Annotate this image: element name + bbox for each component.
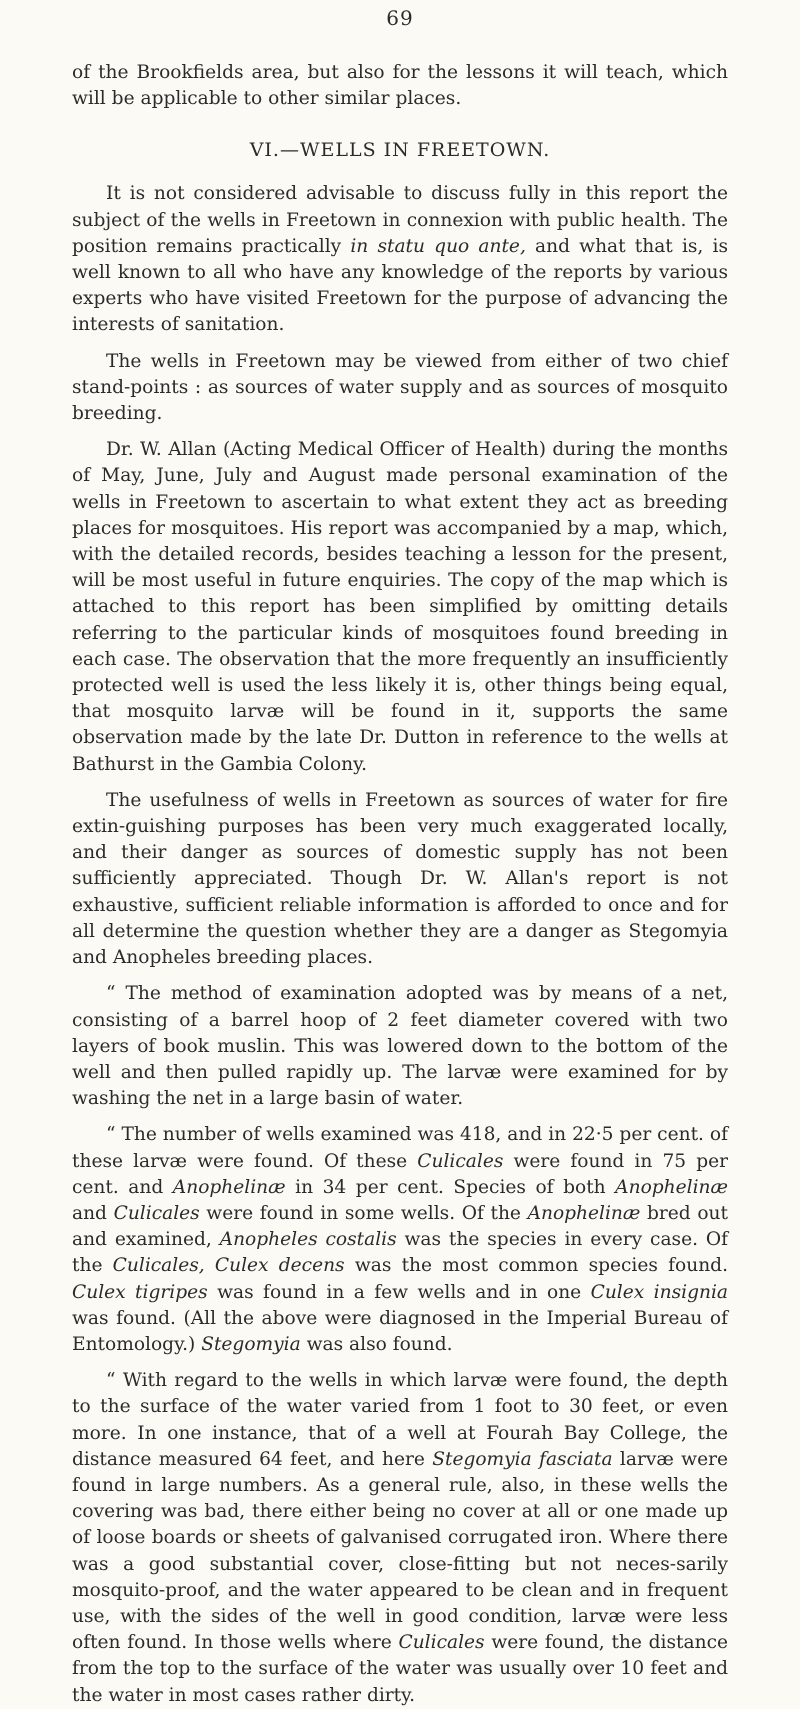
section-heading: VI.—WELLS IN FREETOWN. <box>249 139 551 162</box>
paragraph-7: “ With regard to the wells in which larvæ were found, the depth to the surface of the water varied from 1 foot to 30 feet, or even more. In one instance, that of a well at Fourah Bay College, the distance measured 64 feet, and here Stegomyia fasciata larvæ were found in large numbers. As a general rule, also, in these wells the covering was bad, there either being no cover at all or one made up of loose boards or sheets of galvanised corrugated iron. Where there was a good substantial cover, close-fitting but not neces-sarily mosquito-proof, and the water appeared to be clean and in frequent use, with the sides of the well in good condition, larvæ were less often found. In those wells where Culicales were found, the distance from the top to the surface of the water was usually over 10 feet and the water in most cases rather dirty. <box>72 1370 728 1706</box>
paragraph-3: Dr. W. Allan (Acting Medical Officer of Health) during the months of May, June, July and August made personal examination of the wells in Freetown to ascertain to what extent they act as breeding places for mosquitoes. His report was accompanied by a map, which, with the detailed records, besides teaching a lesson for the present, will be most useful in future enquiries. The copy of the map which is attached to this report has been simplified by omitting details referring to the particular kinds of mosquitoes found breeding in each case. The observation that the more frequently an insufficiently protected well is used the less likely it is, other things being equal, that mosquito larvæ will be found in it, supports the same observation made by the late Dr. Dutton in reference to the wells at Bathurst in the Gambia Colony. <box>72 439 728 775</box>
paragraph-1: It is not considered advisable to discuss fully in this report the subject of the wells in Freetown in connexion with public health. The position remains practically in statu quo ante, and what that is, is well known to all who have any knowledge of the reports by various experts who have visited Freetown for the purpose of advancing the interests of sanitation. <box>72 183 729 336</box>
body-text <box>72 60 728 1709</box>
paragraph-6: “ The number of wells examined was 418, and in 22·5 per cent. of these larvæ were found. Of these Culicales were found in 75 per cent. and Anophelinæ in 34 per cent. Species of both Anophelinæ and Culicales were found in some wells. Of the Anophelinæ bred out and examined, Anopheles costalis was the species in every case. Of the Culicales, Culex decens was the most common species found. Culex tigripes was found in a few wells and in one Culex insignia was found. (All the above were diagnosed in the Imperial Bureau of Entomology.) Stegomyia was also found. <box>72 1124 728 1355</box>
paragraph-2: The wells in Freetown may be viewed from either of two chief stand-points : as sources of water supply and as sources of mosquito breeding. <box>72 350 728 425</box>
paragraph-5: “ The method of examination adopted was by means of a net, consisting of a barrel hoop of 2 feet diameter covered with two layers of book muslin. This was lowered down to the bottom of the well and then pulled rapidly up. The larvæ were examined for by washing the net in a large basin of water. <box>72 983 728 1110</box>
intro-paragraph: of the Brookfields area, but also for the lessons it will teach, which will be applicable to other similar places. <box>72 62 728 110</box>
paragraph-4: The usefulness of wells in Freetown as sources of water for fire extin-guishing purposes has been very much exaggerated locally, and their danger as sources of domestic supply has not been sufficiently appreciated. Though Dr. W. Allan's report is not exhaustive, sufficient reliable information is afforded to once and for all determine the question whether they are a danger as Stegomyia and Anopheles breeding places. <box>72 789 728 969</box>
page-number: 69 <box>386 6 414 30</box>
